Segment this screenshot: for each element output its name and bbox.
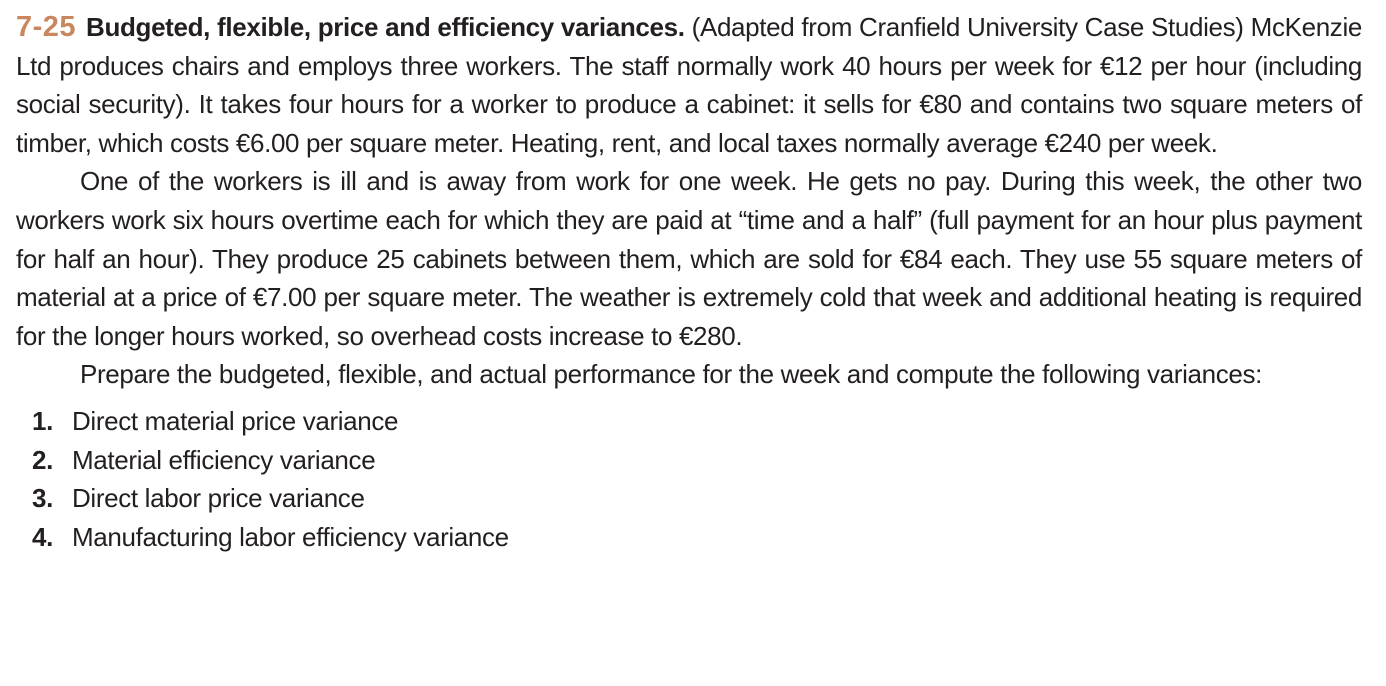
- requirement-item: [16, 441, 1362, 480]
- problem-number: 7-25: [16, 11, 77, 43]
- problem-instruction-paragraph: Prepare the budgeted, flexible, and actual performance for the week and compute the following variances:: [80, 359, 1263, 390]
- problem-document: [16, 8, 1362, 556]
- requirement-text: Direct labor price variance: [72, 483, 365, 514]
- requirements-list: [16, 402, 1362, 556]
- requirement-number: 2.: [32, 444, 53, 475]
- problem-intro-text: (Adapted from Cranfield University Case Studies) McKenzie Ltd produces chairs and employs three workers. The staff normally work 40 hours per week for €12 per hour (including social security). It takes four hours for a worker to produce a cabinet: it sells for €80 and contains two square meters of timber, which costs €6.00 per square meter. Heating, rent, and local taxes normally average €240 per week.: [16, 12, 1362, 158]
- problem-scenario-paragraph: One of the workers is ill and is away from work for one week. He gets no pay. During this week, the other two workers work six hours overtime each for which they are paid at “time and a half” (full payment for an hour plus payment for half an hour). They produce 25 cabinets between them, which are sold for €84 each. They use 55 square meters of material at a price of €7.00 per square meter. The weather is extremely cold that week and additional heating is required for the longer hours worked, so overhead costs increase to €280.: [16, 166, 1362, 351]
- requirement-item: [16, 402, 1362, 441]
- requirement-item: [16, 479, 1362, 518]
- requirement-text: Manufacturing labor efficiency variance: [72, 521, 509, 552]
- requirement-item: [16, 518, 1362, 557]
- requirement-number: 4.: [32, 521, 53, 552]
- requirement-number: 3.: [32, 483, 53, 514]
- requirement-text: Material efficiency variance: [72, 444, 376, 475]
- requirement-text: Direct material price variance: [72, 405, 399, 436]
- requirement-number: 1.: [32, 405, 53, 436]
- problem-intro-paragraph: [16, 8, 1362, 162]
- problem-title: Budgeted, flexible, price and efficiency variances.: [86, 12, 685, 42]
